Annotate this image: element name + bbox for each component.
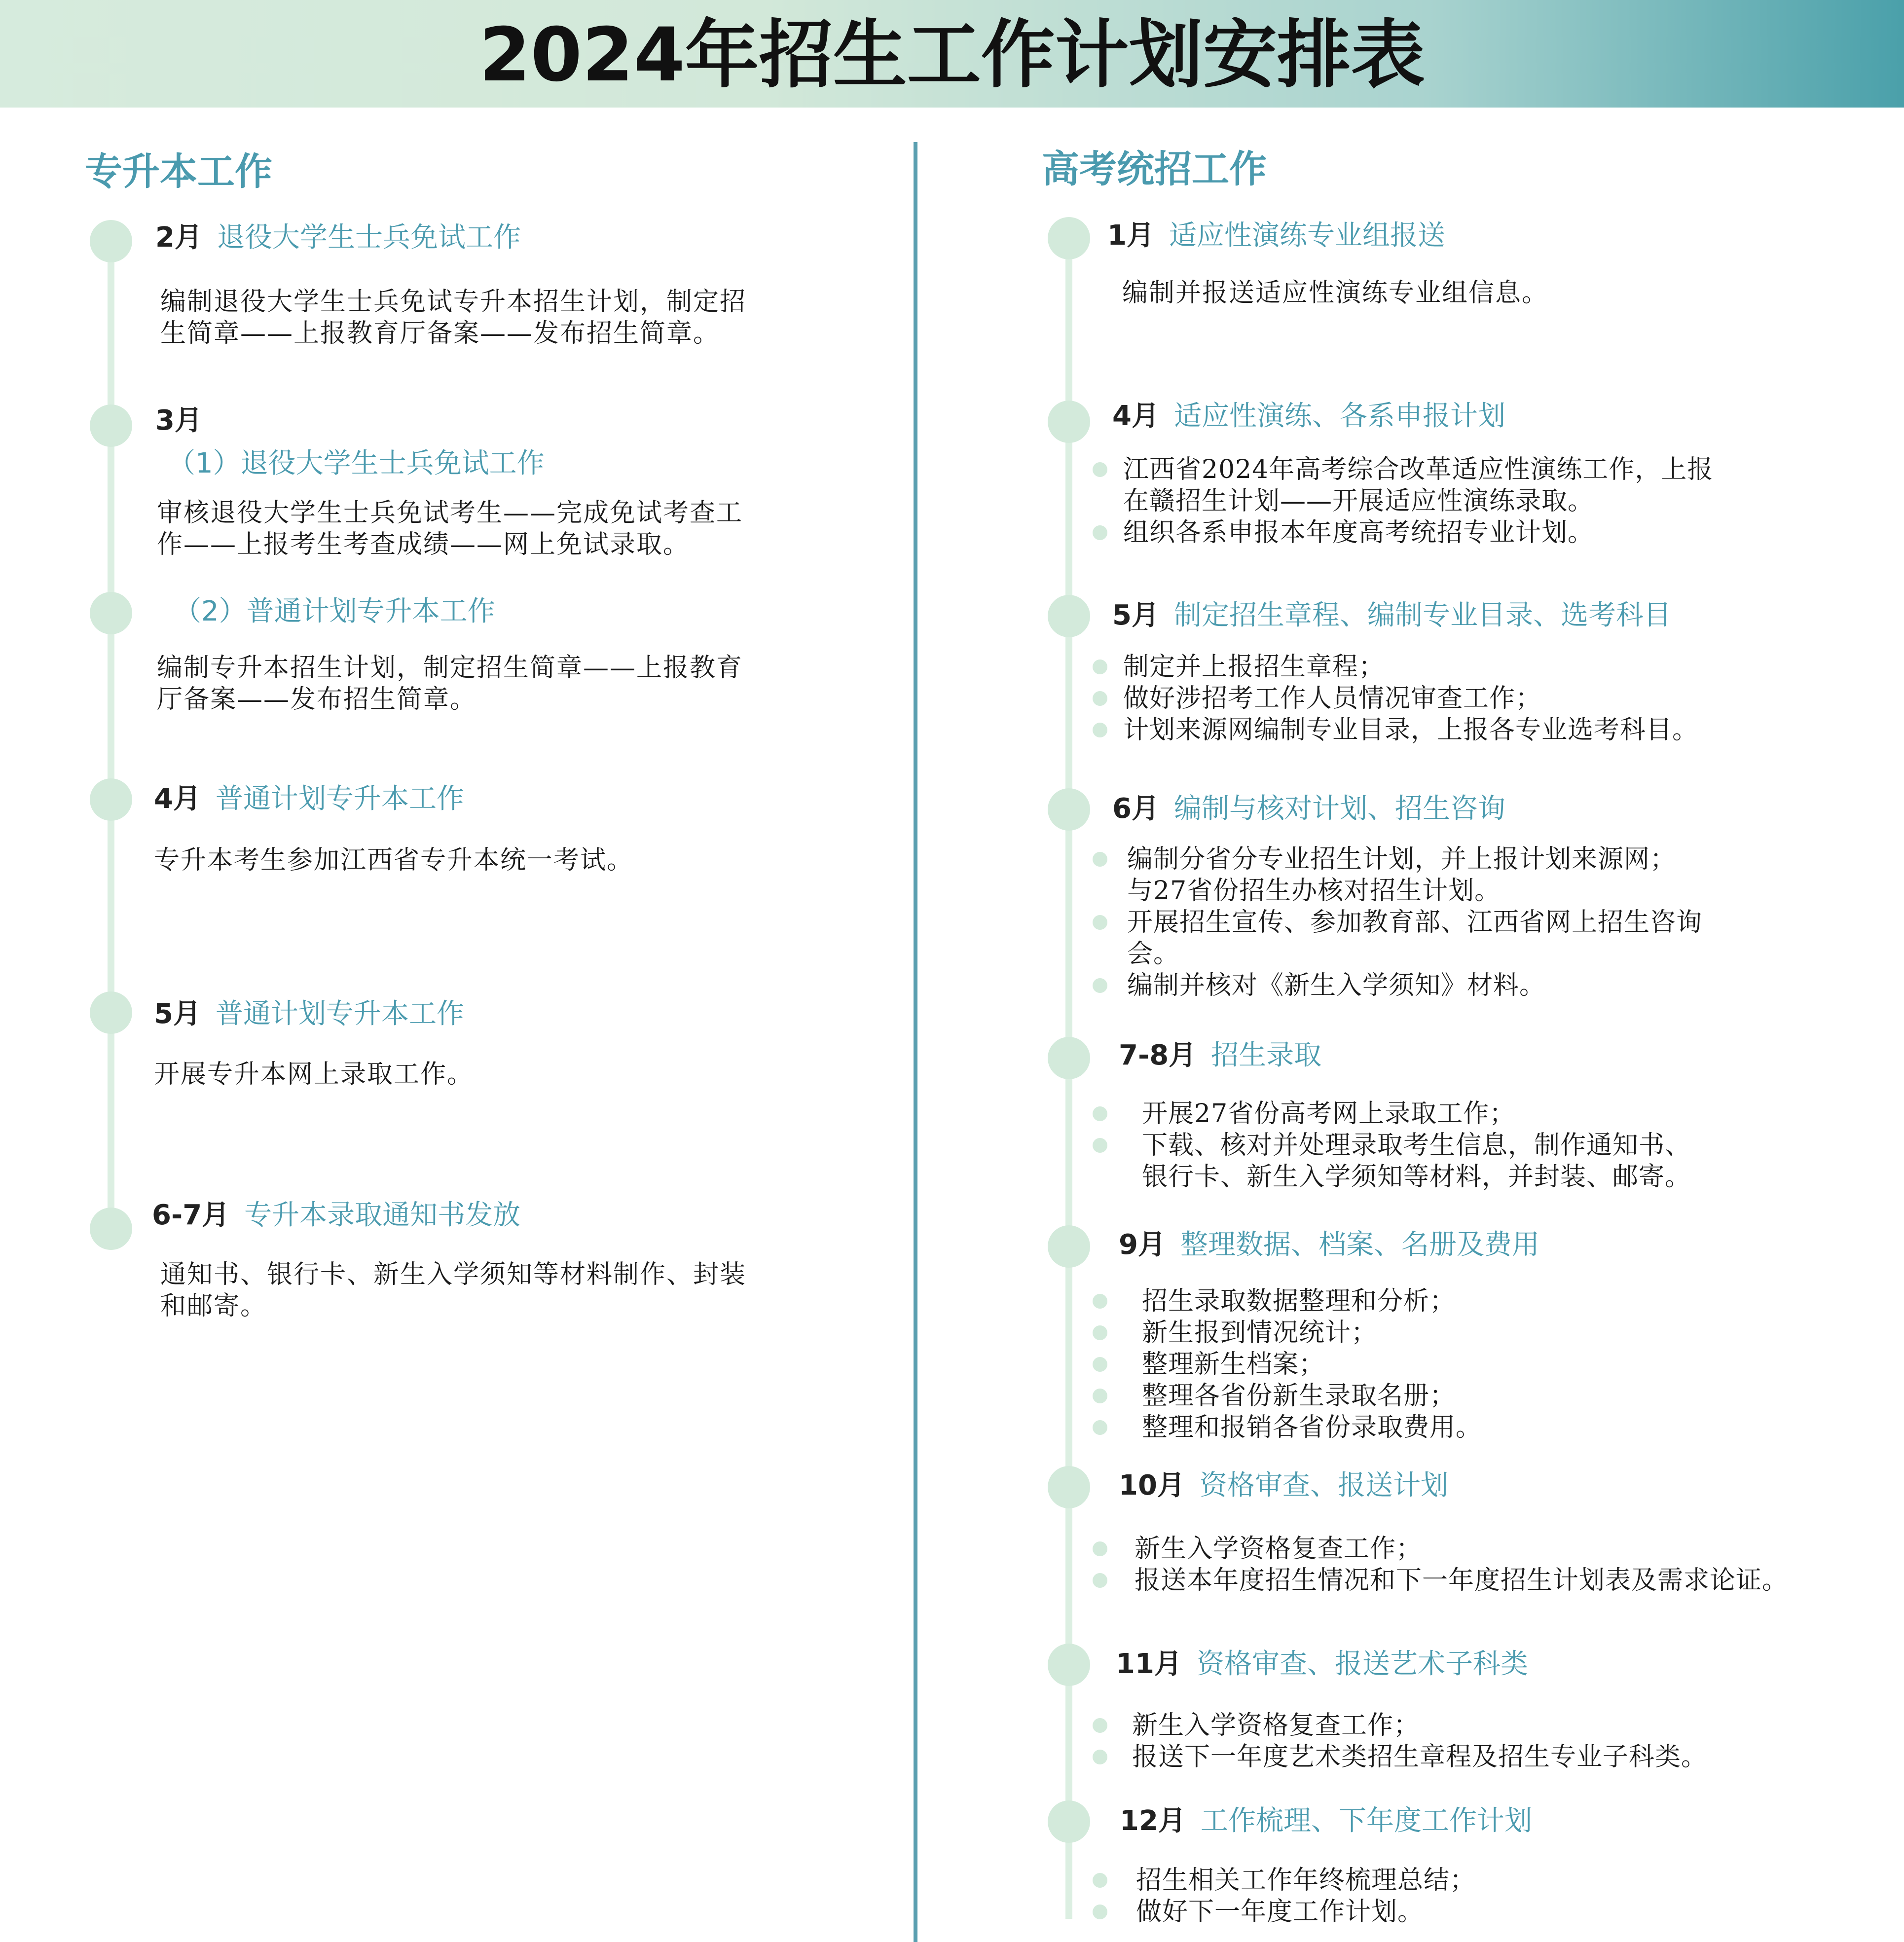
- desc-line: 审核退役大学生士兵免试考生——完成免试考查工: [157, 498, 743, 528]
- list-item: 江西省2024年高考综合改革适应性演练工作，上报 在赣招生计划——开展适应性演练录取。: [1093, 454, 1713, 517]
- item-description: [160, 286, 851, 349]
- month-label: 9月: [1119, 1229, 1166, 1261]
- desc-line: 生简章——上报教育厅备案——发布招生简章。: [160, 319, 720, 348]
- list-item: 做好涉招考工作人员情况审查工作；: [1093, 683, 1698, 714]
- bullet-dot-icon: [1093, 525, 1107, 540]
- month-header: [1112, 397, 1505, 436]
- timeline-node: [1048, 595, 1090, 637]
- month-label: 10月: [1119, 1469, 1185, 1502]
- page-title: 2024年招生工作计划安排表: [479, 12, 1425, 98]
- item-title: 退役大学生士兵免试工作: [217, 221, 521, 254]
- bullet-dot-icon: [1093, 691, 1107, 706]
- list-item: 新生入学资格复查工作；: [1093, 1710, 1707, 1741]
- timeline-node: [1048, 788, 1090, 831]
- list-item: 下载、核对并处理录取考生信息，制作通知书、 银行卡、新生入学须知等材料，并封装、邮寄。: [1093, 1130, 1691, 1193]
- timeline-node: [1048, 1466, 1090, 1508]
- timeline-node: [90, 778, 132, 821]
- desc-line: 厅备案——发布招生简章。: [157, 685, 477, 714]
- desc-line: 通知书、银行卡、新生入学须知等材料制作、封装: [160, 1260, 747, 1289]
- bullet-list: [1093, 454, 1713, 549]
- bullet-dot-icon: [1093, 1325, 1107, 1340]
- item-title: 适应性演练专业组报送: [1169, 220, 1445, 252]
- month-header: [152, 1196, 520, 1235]
- timeline-node: [1048, 217, 1090, 259]
- bullet-list: [1093, 1533, 1788, 1596]
- list-item: 组织各系申报本年度高考统招专业计划。: [1093, 517, 1713, 549]
- month-label: 5月: [1112, 599, 1159, 631]
- item-title: 招生录取: [1211, 1039, 1322, 1071]
- item-description: [157, 497, 857, 560]
- desc-line: 开展专升本网上录取工作。: [154, 1060, 474, 1089]
- bullet-list: [1093, 1285, 1482, 1443]
- item-title: 整理数据、档案、名册及费用: [1180, 1229, 1539, 1261]
- month-header: [154, 779, 464, 819]
- list-item: 新生入学资格复查工作；: [1093, 1533, 1788, 1565]
- timeline-node: [90, 592, 132, 634]
- list-item: 整理新生档案；: [1093, 1349, 1482, 1380]
- list-item: 招生相关工作年终梳理总结；: [1093, 1865, 1476, 1896]
- item-title: 资格审查、报送艺术子科类: [1196, 1648, 1528, 1680]
- bullet-dot-icon: [1093, 1357, 1107, 1372]
- bullet-dot-icon: [1093, 1573, 1107, 1588]
- bullet-dot-icon: [1093, 1294, 1107, 1309]
- item-title: 普通计划专升本工作: [215, 783, 464, 815]
- bullet-dot-icon: [1093, 1106, 1107, 1121]
- list-item: 做好下一年度工作计划。: [1093, 1896, 1476, 1928]
- left-timeline-rail: [108, 232, 114, 1233]
- item-description: [157, 652, 857, 715]
- bullet-dot-icon: [1093, 723, 1107, 737]
- list-item: 编制分省分专业招生计划，并上报计划来源网； 与27省份招生办核对招生计划。: [1093, 843, 1702, 907]
- desc-line: 作——上报考生考查成绩——网上免试录取。: [157, 530, 690, 559]
- list-item: 开展招生宣传、参加教育部、江西省网上招生咨询 会。: [1093, 907, 1702, 970]
- timeline-node: [1048, 1644, 1090, 1686]
- list-item: 报送本年度招生情况和下一年度招生计划表及需求论证。: [1093, 1565, 1788, 1596]
- bullet-dot-icon: [1093, 1541, 1107, 1556]
- bullet-dot-icon: [1093, 915, 1107, 930]
- bullet-dot-icon: [1093, 1750, 1107, 1764]
- month-label: 7-8月: [1119, 1039, 1197, 1071]
- desc-line: 编制专升本招生计划，制定招生简章——上报教育: [157, 653, 743, 683]
- bullet-dot-icon: [1093, 462, 1107, 477]
- list-item: 整理各省份新生录取名册；: [1093, 1380, 1482, 1412]
- month-label: 1月: [1107, 220, 1154, 252]
- timeline-node: [90, 1208, 132, 1250]
- month-label: 4月: [1112, 400, 1159, 432]
- timeline-node: [90, 991, 132, 1034]
- month-label: 12月: [1120, 1805, 1186, 1837]
- right-section-title: 高考统招工作: [1042, 147, 1267, 191]
- list-item: 开展27省份高考网上录取工作；: [1093, 1098, 1691, 1130]
- timeline-node: [1048, 1800, 1090, 1843]
- month-header: [1120, 1801, 1532, 1841]
- month-label: 4月: [154, 783, 201, 815]
- timeline-node: [90, 220, 132, 262]
- list-item: 报送下一年度艺术类招生章程及招生专业子科类。: [1093, 1741, 1707, 1773]
- month-header: [1116, 1645, 1528, 1684]
- desc-line: 和邮寄。: [160, 1291, 267, 1321]
- item-description: [160, 1259, 861, 1322]
- month-label: 6月: [1112, 793, 1159, 825]
- month-header: [1112, 789, 1505, 829]
- sub-title: （2）普通计划专升本工作: [174, 595, 495, 627]
- bullet-dot-icon: [1093, 1420, 1107, 1435]
- timeline-node: [90, 404, 132, 447]
- month-header: [1112, 596, 1671, 635]
- bullet-list: [1093, 1865, 1476, 1928]
- item-title: 编制与核对计划、招生咨询: [1173, 793, 1505, 825]
- sub-title: （1）退役大学生士兵免试工作: [168, 447, 545, 479]
- bullet-list: [1093, 1710, 1707, 1773]
- bullet-dot-icon: [1093, 852, 1107, 867]
- item-description: [154, 844, 854, 876]
- month-header: [1119, 1036, 1321, 1075]
- item-description: [154, 1059, 854, 1090]
- item-title: 普通计划专升本工作: [215, 998, 464, 1030]
- month-label: 5月: [154, 998, 201, 1030]
- timeline-node: [1048, 401, 1090, 443]
- bullet-list: [1093, 843, 1702, 1001]
- list-item: 新生报到情况统计；: [1093, 1317, 1482, 1349]
- bullet-dot-icon: [1093, 660, 1107, 674]
- left-section-title: 专升本工作: [85, 149, 272, 193]
- bullet-dot-icon: [1093, 1905, 1107, 1919]
- desc-line: 编制并报送适应性演练专业组信息。: [1122, 278, 1549, 308]
- month-header: [154, 994, 464, 1034]
- list-item: 整理和报销各省份录取费用。: [1093, 1412, 1482, 1443]
- month-label: 11月: [1116, 1648, 1182, 1680]
- list-item: 编制并核对《新生入学须知》材料。: [1093, 970, 1702, 1001]
- month-label: 2月: [155, 221, 202, 254]
- timeline-node: [1048, 1037, 1090, 1079]
- bullet-list: [1093, 651, 1698, 746]
- item-description: [1122, 277, 1862, 309]
- item-title: 专升本录取通知书发放: [244, 1199, 521, 1231]
- list-item: 招生录取数据整理和分析；: [1093, 1285, 1482, 1317]
- month-header: [1119, 1466, 1448, 1505]
- month-header: [1119, 1225, 1539, 1265]
- item-title: 制定招生章程、编制专业目录、选考科目: [1173, 599, 1671, 631]
- month-header: [1107, 216, 1445, 256]
- item-title: 资格审查、报送计划: [1199, 1469, 1448, 1502]
- month-header: [155, 401, 217, 440]
- bullet-dot-icon: [1093, 978, 1107, 993]
- desc-line: 专升本考生参加江西省专升本统一考试。: [154, 845, 634, 875]
- bullet-dot-icon: [1093, 1718, 1107, 1733]
- list-item: 制定并上报招生章程；: [1093, 651, 1698, 683]
- column-divider: [914, 142, 917, 1942]
- bullet-list: [1093, 1098, 1691, 1193]
- timeline-node: [1048, 1225, 1090, 1268]
- bullet-dot-icon: [1093, 1389, 1107, 1403]
- bullet-dot-icon: [1093, 1138, 1107, 1153]
- item-title: 工作梳理、下年度工作计划: [1200, 1805, 1532, 1837]
- list-item: 计划来源网编制专业目录，上报各专业选考科目。: [1093, 714, 1698, 746]
- month-label: 6-7月: [152, 1199, 230, 1231]
- desc-line: 编制退役大学生士兵免试专升本招生计划，制定招: [160, 287, 747, 317]
- month-label: 3月: [155, 404, 202, 437]
- item-title: 适应性演练、各系申报计划: [1173, 400, 1505, 432]
- month-header: [155, 218, 521, 257]
- bullet-dot-icon: [1093, 1873, 1107, 1888]
